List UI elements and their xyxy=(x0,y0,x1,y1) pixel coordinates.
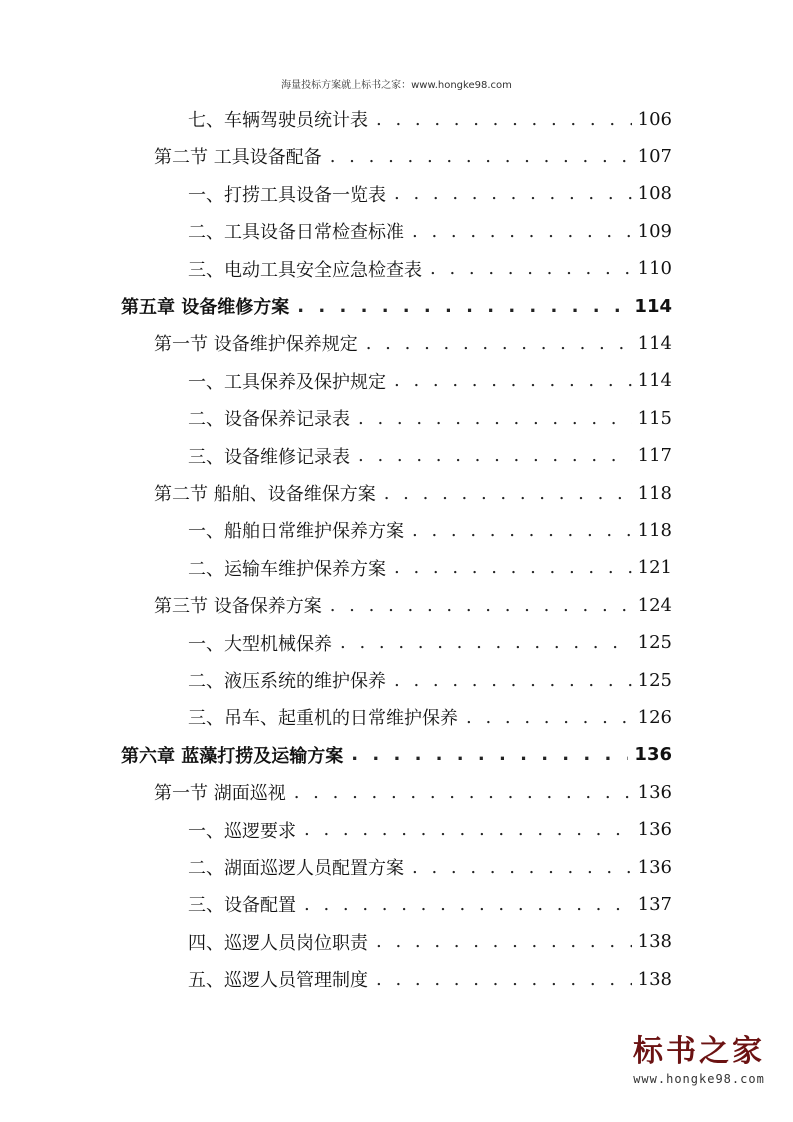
toc-entry[interactable] xyxy=(154,325,672,361)
toc-entry-title: 一、巡逻要求 xyxy=(188,820,296,842)
toc-entry[interactable] xyxy=(188,512,672,548)
toc-entry-page: 118 xyxy=(637,519,672,541)
dot-leader xyxy=(376,109,632,130)
toc-entry-page: 126 xyxy=(637,706,672,728)
dot-leader xyxy=(394,557,632,578)
dot-leader xyxy=(358,408,632,429)
toc-entry-title: 二、设备保养记录表 xyxy=(188,409,350,431)
toc-entry-page: 109 xyxy=(637,220,672,242)
toc-entry-title: 一、大型机械保养 xyxy=(188,633,332,655)
toc-entry[interactable] xyxy=(188,625,672,661)
toc-entry-page: 115 xyxy=(637,407,672,429)
dot-leader xyxy=(412,221,632,242)
toc-entry-page: 124 xyxy=(637,594,672,616)
toc-entry[interactable] xyxy=(154,587,672,623)
toc-entry[interactable] xyxy=(188,251,672,287)
dot-leader xyxy=(466,707,632,728)
toc-entry-title: 第二节 船舶、设备维保方案 xyxy=(154,484,376,505)
dot-leader xyxy=(304,819,632,840)
toc-entry-title: 第一节 设备维护保养规定 xyxy=(154,334,358,356)
toc-entry[interactable] xyxy=(121,737,672,773)
toc-entry-title: 三、设备维修记录表 xyxy=(188,446,350,468)
toc-entry-page: 107 xyxy=(637,145,672,167)
toc-entry-page: 138 xyxy=(637,931,672,953)
toc-entry[interactable] xyxy=(188,812,672,848)
dot-leader xyxy=(304,894,632,915)
toc-entry-page: 118 xyxy=(637,482,672,504)
page-header: 海量投标方案就上标书之家：www.hongke98.com xyxy=(281,80,512,91)
toc-entry[interactable] xyxy=(188,886,672,922)
toc-entry-page: 125 xyxy=(637,632,672,654)
dot-leader xyxy=(358,445,632,466)
toc-entry-title: 五、巡逻人员管理制度 xyxy=(188,970,368,992)
toc-entry-title: 第一节 湖面巡视 xyxy=(154,783,286,805)
toc-entry-page: 106 xyxy=(637,108,672,130)
dot-leader xyxy=(430,258,632,279)
logo-name: 标书之家 xyxy=(633,1034,765,1069)
toc-entry[interactable] xyxy=(188,438,672,474)
toc-entry[interactable] xyxy=(188,400,672,436)
logo-url: www.hongke98.com xyxy=(633,1072,765,1086)
toc-entry-page: 114 xyxy=(637,370,672,392)
toc-entry[interactable] xyxy=(188,699,672,735)
toc-entry[interactable] xyxy=(154,774,672,810)
toc-entry[interactable] xyxy=(188,924,672,960)
toc-entry[interactable] xyxy=(188,213,672,249)
toc-entry-title: 第二节 工具设备配备 xyxy=(154,147,322,169)
dot-leader xyxy=(366,333,632,354)
toc-entry-page: 136 xyxy=(637,819,672,841)
toc-entry-page: 110 xyxy=(637,258,672,280)
dot-leader xyxy=(394,670,632,691)
toc-entry-title: 三、电动工具安全应急检查表 xyxy=(188,259,422,281)
toc-entry-page: 125 xyxy=(637,669,672,691)
dot-leader xyxy=(376,931,632,952)
toc-entry[interactable] xyxy=(188,101,672,137)
toc-entry-page: 136 xyxy=(634,744,672,766)
dot-leader xyxy=(384,483,632,504)
dot-leader xyxy=(412,857,632,878)
toc-entry-title: 第六章 蓝藻打捞及运输方案 xyxy=(121,745,344,767)
toc-entry-page: 136 xyxy=(637,781,672,803)
toc-entry-page: 114 xyxy=(637,332,672,354)
toc-entry-title: 七、车辆驾驶员统计表 xyxy=(188,110,368,131)
toc-entry-page: 114 xyxy=(634,295,672,317)
dot-leader xyxy=(297,296,628,317)
toc-entry-title: 四、巡逻人员岗位职责 xyxy=(188,932,368,954)
dot-leader xyxy=(351,744,628,765)
toc-entry-title: 第三节 设备保养方案 xyxy=(154,596,322,618)
toc-entry-title: 一、工具保养及保护规定 xyxy=(188,371,386,393)
toc-entry[interactable] xyxy=(154,138,672,174)
toc-entry-page: 137 xyxy=(637,893,672,915)
toc-entry-title: 一、打捞工具设备一览表 xyxy=(188,184,386,206)
toc-entry[interactable] xyxy=(188,363,672,399)
watermark-logo xyxy=(633,1026,765,1086)
dot-leader xyxy=(294,782,632,803)
toc-entry-title: 二、湖面巡逻人员配置方案 xyxy=(188,858,404,879)
dot-leader xyxy=(394,370,632,391)
toc-entry[interactable] xyxy=(188,176,672,212)
dot-leader xyxy=(330,595,632,616)
toc-entry-title: 第五章 设备维修方案 xyxy=(121,297,290,318)
toc-entry-title: 三、设备配置 xyxy=(188,895,296,917)
toc-entry-page: 138 xyxy=(637,968,672,990)
toc-entry-page: 136 xyxy=(637,856,672,878)
toc-entry[interactable] xyxy=(188,550,672,586)
toc-entry-page: 108 xyxy=(637,183,672,205)
dot-leader xyxy=(330,146,632,167)
toc-entry-title: 三、吊车、起重机的日常维护保养 xyxy=(188,708,458,730)
toc-entry[interactable] xyxy=(188,662,672,698)
toc-entry-page: 121 xyxy=(637,557,672,579)
toc-entry-title: 二、液压系统的维护保养 xyxy=(188,671,386,692)
toc-entry[interactable] xyxy=(188,961,672,997)
toc-entry-title: 二、工具设备日常检查标准 xyxy=(188,222,404,244)
dot-leader xyxy=(412,520,632,541)
toc-entry[interactable] xyxy=(188,849,672,885)
toc-entry-page: 117 xyxy=(637,445,672,467)
dot-leader xyxy=(340,632,632,653)
toc-entry[interactable] xyxy=(154,475,672,511)
dot-leader xyxy=(376,969,632,990)
toc-entry[interactable] xyxy=(121,288,672,324)
toc-entry-title: 二、运输车维护保养方案 xyxy=(188,558,386,580)
dot-leader xyxy=(394,183,632,204)
toc-entry-title: 一、船舶日常维护保养方案 xyxy=(188,521,404,543)
